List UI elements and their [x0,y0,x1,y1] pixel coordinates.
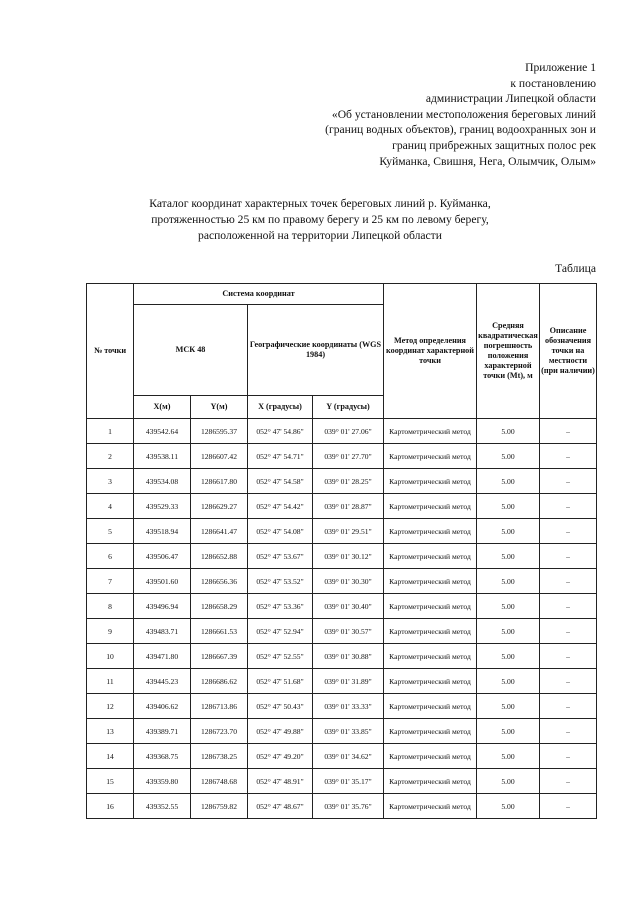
cell-description: – [540,669,597,694]
cell-point-number: 8 [87,594,134,619]
cell-description: – [540,694,597,719]
cell-point-number: 4 [87,494,134,519]
cell-y-meters: 1286595.37 [191,419,248,444]
cell-point-number: 13 [87,719,134,744]
title-line: протяженностью 25 км по правому берегу и 25 км по левому берегу, [151,213,489,226]
table-row [87,669,597,694]
cell-description: – [540,469,597,494]
cell-x-meters: 439352.55 [134,794,191,819]
cell-description: – [540,644,597,669]
appendix-line: администрации Липецкой области [425,92,596,106]
table-row [87,594,597,619]
cell-x-meters: 439445.23 [134,669,191,694]
cell-description: – [540,794,597,819]
cell-y-degrees: 039° 01' 28.87" [313,494,384,519]
table-body [87,419,597,819]
header-method: Метод определения координат характерной точки [384,284,477,419]
cell-description: – [540,619,597,644]
appendix-line: Приложение 1 [525,61,596,74]
cell-y-meters: 1286759.82 [191,794,248,819]
cell-x-meters: 439483.71 [134,619,191,644]
cell-y-degrees: 039° 01' 29.51" [313,519,384,544]
cell-y-degrees: 039° 01' 28.25" [313,469,384,494]
cell-method: Картометрический метод [384,444,477,469]
cell-x-degrees: 052° 47' 48.67" [248,794,313,819]
cell-method: Картометрический метод [384,594,477,619]
cell-method: Картометрический метод [384,494,477,519]
table-row [87,619,597,644]
header-accuracy: Средняя квадратическая погрешность положения характерной точки (Mt), м [477,284,540,419]
cell-x-degrees: 052° 47' 54.08" [248,519,313,544]
cell-accuracy: 5.00 [477,669,540,694]
cell-x-degrees: 052° 47' 52.94" [248,619,313,644]
table-row [87,494,597,519]
cell-method: Картометрический метод [384,569,477,594]
cell-x-degrees: 052° 47' 51.68" [248,669,313,694]
cell-method: Картометрический метод [384,694,477,719]
header-y-meters: Y(м) [191,396,248,419]
cell-description: – [540,769,597,794]
cell-method: Картометрический метод [384,644,477,669]
cell-x-degrees: 052° 47' 50.43" [248,694,313,719]
cell-point-number: 1 [87,419,134,444]
table-row [87,744,597,769]
cell-y-meters: 1286652.88 [191,544,248,569]
cell-y-meters: 1286748.68 [191,769,248,794]
cell-x-degrees: 052° 47' 54.71" [248,444,313,469]
cell-x-degrees: 052° 47' 53.67" [248,544,313,569]
header-x-degrees: X (градусы) [248,396,313,419]
cell-accuracy: 5.00 [477,719,540,744]
cell-y-meters: 1286641.47 [191,519,248,544]
cell-method: Картометрический метод [384,544,477,569]
cell-y-meters: 1286607.42 [191,444,248,469]
cell-description: – [540,419,597,444]
cell-method: Картометрический метод [384,519,477,544]
cell-method: Картометрический метод [384,669,477,694]
cell-y-meters: 1286629.27 [191,494,248,519]
cell-point-number: 11 [87,669,134,694]
document-title [90,196,550,244]
table-row [87,419,597,444]
cell-y-degrees: 039° 01' 27.70" [313,444,384,469]
cell-x-meters: 439506.47 [134,544,191,569]
header-description: Описание обозначения точки на местности (при наличии) [540,284,597,419]
table-row [87,794,597,819]
header-y-degrees: Y (градусы) [313,396,384,419]
cell-x-meters: 439389.71 [134,719,191,744]
cell-x-degrees: 052° 47' 54.86" [248,419,313,444]
cell-x-degrees: 052° 47' 53.52" [248,569,313,594]
cell-description: – [540,594,597,619]
cell-y-degrees: 039° 01' 30.30" [313,569,384,594]
cell-x-meters: 439538.11 [134,444,191,469]
cell-point-number: 2 [87,444,134,469]
cell-accuracy: 5.00 [477,694,540,719]
table-label: Таблица [555,262,596,275]
appendix-block [256,60,596,169]
cell-point-number: 9 [87,619,134,644]
cell-point-number: 16 [87,794,134,819]
cell-method: Картометрический метод [384,794,477,819]
cell-description: – [540,719,597,744]
title-line: расположенной на территории Липецкой области [198,229,442,242]
cell-accuracy: 5.00 [477,794,540,819]
cell-point-number: 12 [87,694,134,719]
table-row [87,569,597,594]
header-geographic: Географические координаты (WGS 1984) [248,305,384,396]
cell-x-meters: 439501.60 [134,569,191,594]
cell-description: – [540,519,597,544]
cell-x-meters: 439496.94 [134,594,191,619]
cell-y-meters: 1286667.39 [191,644,248,669]
cell-x-degrees: 052° 47' 53.36" [248,594,313,619]
cell-method: Картометрический метод [384,469,477,494]
cell-description: – [540,744,597,769]
cell-y-degrees: 039° 01' 30.40" [313,594,384,619]
coordinates-table [86,283,597,819]
cell-accuracy: 5.00 [477,594,540,619]
table-row [87,644,597,669]
cell-description: – [540,544,597,569]
appendix-line: «Об установлении местоположения береговых линий [331,107,596,121]
cell-point-number: 3 [87,469,134,494]
cell-point-number: 10 [87,644,134,669]
table-row [87,519,597,544]
cell-y-degrees: 039° 01' 30.12" [313,544,384,569]
table-row [87,544,597,569]
cell-x-meters: 439518.94 [134,519,191,544]
cell-point-number: 5 [87,519,134,544]
cell-x-degrees: 052° 47' 52.55" [248,644,313,669]
cell-accuracy: 5.00 [477,744,540,769]
cell-y-degrees: 039° 01' 30.88" [313,644,384,669]
cell-accuracy: 5.00 [477,519,540,544]
cell-point-number: 6 [87,544,134,569]
table-row [87,719,597,744]
cell-description: – [540,494,597,519]
cell-x-meters: 439534.08 [134,469,191,494]
header-point-number: № точки [87,284,134,419]
cell-y-meters: 1286723.70 [191,719,248,744]
cell-method: Картометрический метод [384,719,477,744]
cell-accuracy: 5.00 [477,419,540,444]
cell-description: – [540,444,597,469]
cell-x-meters: 439368.75 [134,744,191,769]
table-row [87,694,597,719]
cell-y-meters: 1286686.62 [191,669,248,694]
cell-x-meters: 439542.64 [134,419,191,444]
cell-accuracy: 5.00 [477,769,540,794]
cell-point-number: 14 [87,744,134,769]
header-msk48: МСК 48 [134,305,248,396]
cell-accuracy: 5.00 [477,444,540,469]
cell-method: Картометрический метод [384,619,477,644]
appendix-line: к постановлению [510,76,596,90]
cell-point-number: 15 [87,769,134,794]
cell-x-degrees: 052° 47' 54.42" [248,494,313,519]
title-line: Каталог координат характерных точек береговых линий р. Куйманка, [149,197,491,210]
cell-y-degrees: 039° 01' 35.76" [313,794,384,819]
appendix-line: Куйманка, Свишня, Нега, Олымчик, Олым» [379,154,596,168]
cell-x-degrees: 052° 47' 49.88" [248,719,313,744]
cell-accuracy: 5.00 [477,544,540,569]
cell-y-degrees: 039° 01' 34.62" [313,744,384,769]
cell-x-degrees: 052° 47' 49.20" [248,744,313,769]
header-x-meters: X(м) [134,396,191,419]
cell-y-meters: 1286738.25 [191,744,248,769]
cell-y-degrees: 039° 01' 31.89" [313,669,384,694]
header-coordinate-system: Система координат [134,284,384,305]
cell-x-meters: 439359.80 [134,769,191,794]
cell-accuracy: 5.00 [477,469,540,494]
cell-y-meters: 1286656.36 [191,569,248,594]
cell-y-meters: 1286713.86 [191,694,248,719]
table-row [87,469,597,494]
cell-description: – [540,569,597,594]
cell-y-degrees: 039° 01' 30.57" [313,619,384,644]
cell-x-meters: 439471.80 [134,644,191,669]
cell-y-degrees: 039° 01' 33.33" [313,694,384,719]
cell-x-degrees: 052° 47' 54.58" [248,469,313,494]
cell-y-degrees: 039° 01' 33.85" [313,719,384,744]
appendix-line: границ прибрежных защитных полос рек [392,138,596,152]
cell-accuracy: 5.00 [477,619,540,644]
cell-point-number: 7 [87,569,134,594]
cell-x-meters: 439406.62 [134,694,191,719]
cell-y-degrees: 039° 01' 35.17" [313,769,384,794]
cell-accuracy: 5.00 [477,494,540,519]
cell-accuracy: 5.00 [477,569,540,594]
cell-method: Картометрический метод [384,769,477,794]
cell-x-degrees: 052° 47' 48.91" [248,769,313,794]
table-row [87,444,597,469]
cell-y-meters: 1286617.80 [191,469,248,494]
appendix-line: (границ водных объектов), границ водоохранных зон и [325,123,596,137]
cell-accuracy: 5.00 [477,644,540,669]
cell-method: Картометрический метод [384,744,477,769]
cell-method: Картометрический метод [384,419,477,444]
cell-y-meters: 1286661.53 [191,619,248,644]
cell-x-meters: 439529.33 [134,494,191,519]
cell-y-degrees: 039° 01' 27.06" [313,419,384,444]
table-row [87,769,597,794]
cell-y-meters: 1286658.29 [191,594,248,619]
